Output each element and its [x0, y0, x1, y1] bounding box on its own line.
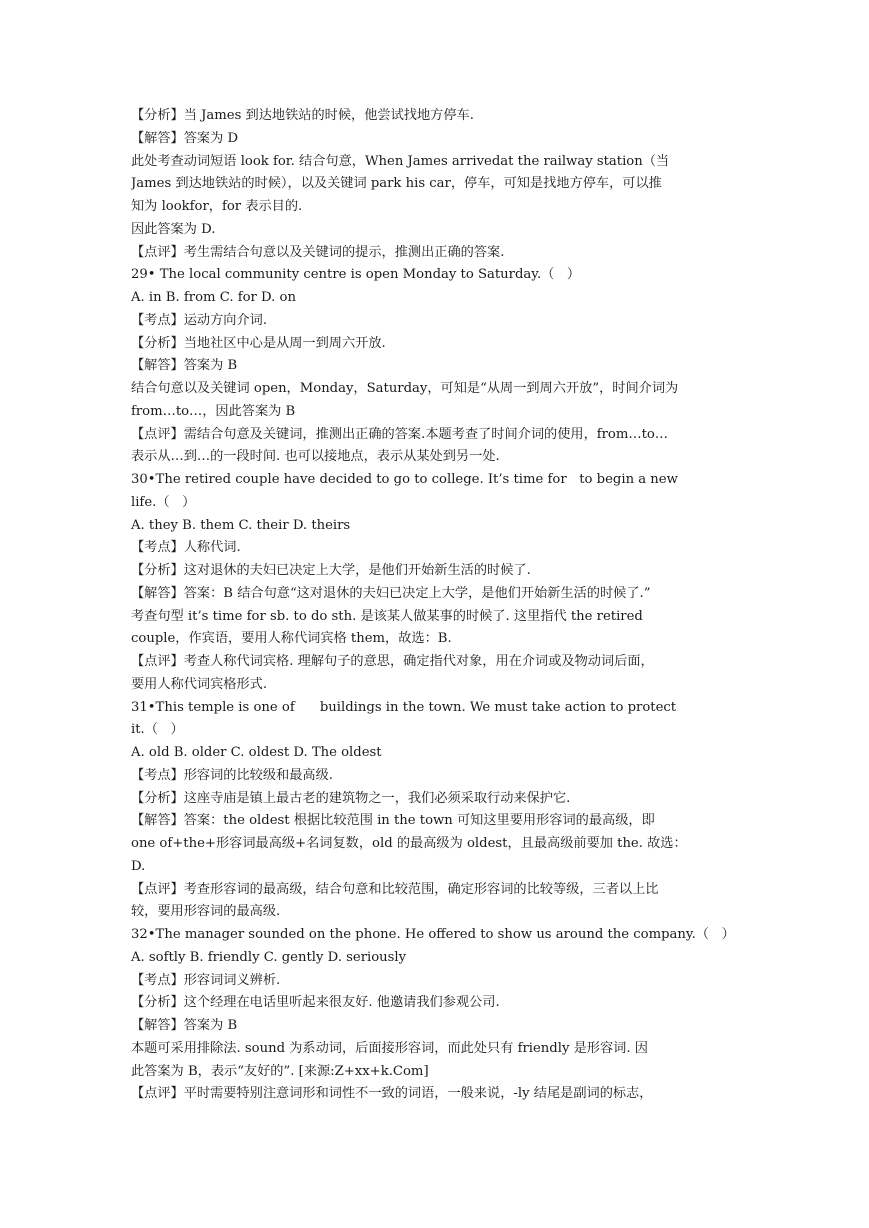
text-line: 【分析】当地社区中心是从周一到周六开放. — [131, 335, 386, 351]
text-line: 【解答】答案为 D — [131, 130, 239, 146]
text-line: 【点评】平时需要特别注意词形和词性不一致的词语，一般来说，-ly 结尾是副词的标志， — [131, 1086, 653, 1102]
text-line: A. they B. them C. their D. theirs — [131, 517, 351, 533]
text-line: 表示从…到…的一段时间. 也可以接地点，表示从某处到另一处. — [131, 449, 500, 465]
text-line: 此处考查动词短语 look for. 结合句意，When James arrivedat the railway station（当 — [131, 153, 670, 169]
text-line: 因此答案为 D. — [131, 221, 216, 237]
text-line: 考查句型 it’s time for sb. to do sth. 是该某人做某事的时候了. 这里指代 the retired — [131, 608, 643, 624]
text-line: 30•The retired couple have decided to go to college. It’s time for to begin a new — [131, 472, 678, 487]
text-line: 32•The manager sounded on the phone. He offered to show us around the company.（ ） — [131, 927, 735, 942]
text-line: from…to…，因此答案为 B — [131, 403, 296, 419]
text-line: James 到达地铁站的时候），以及关键词 park his car，停车，可知是找地方停车，可以推 — [131, 176, 662, 192]
text-line: 【分析】这对退休的夫妇已决定上大学，是他们开始新生活的时候了. — [131, 563, 531, 578]
text-line: 【点评】考查形容词的最高级，结合句意和比较范围，确定形容词的比较等级，三者以上比 — [131, 881, 659, 897]
text-line: A. softly B. friendly C. gently D. seriously — [131, 949, 407, 965]
text-line: 【解答】答案：B 结合句意“这对退休的夫妇已决定上大学，是他们开始新生活的时候了.” — [131, 585, 651, 601]
text-line: D. — [131, 858, 146, 874]
text-line: A. in B. from C. for D. on — [131, 290, 296, 305]
text-line: 结合句意以及关键词 open，Monday，Saturday，可知是“从周一到周六开放”，时间介词为 — [131, 381, 679, 396]
text-line: 【考点】人称代词. — [131, 540, 241, 556]
text-line: 本题可采用排除法. sound 为系动词，后面接形容词，而此处只有 friendly 是形容词. 因 — [131, 1040, 648, 1056]
text-line: A. old B. older C. oldest D. The oldest — [131, 745, 382, 760]
text-line: 【点评】需结合句意及关键词，推测出正确的答案.本题考查了时间介词的使用，from…to… — [131, 426, 668, 442]
text-line: one of+the+形容词最高级+名词复数，old 的最高级为 oldest，且最高级前要加 the. 故选： — [131, 836, 687, 851]
text-line: 【解答】答案：the oldest 根据比较范围 in the town 可知这里要用形容词的最高级，即 — [131, 813, 655, 829]
text-line: life.（ ） — [131, 494, 196, 510]
text-line: 较，要用形容词的最高级. — [131, 904, 281, 920]
text-line: 【解答】答案为 B — [131, 1018, 238, 1033]
text-line: 【点评】考查人称代词宾格. 理解句子的意思，确定指代对象，用在介词或及物动词后面， — [131, 654, 654, 669]
text-line: 31•This temple is one of buildings in the town. We must take action to protect — [131, 699, 677, 715]
text-line: 要用人称代词宾格形式. — [131, 676, 268, 692]
text-line: 【考点】运动方向介词. — [131, 312, 268, 328]
text-line: 知为 lookfor，for 表示目的. — [131, 199, 303, 214]
text-line: 【分析】这个经理在电话里听起来很友好. 他邀请我们参观公司. — [131, 995, 500, 1011]
text-line: 【点评】考生需结合句意以及关键词的提示，推测出正确的答案. — [131, 244, 505, 260]
text-line: it.（ ） — [131, 722, 184, 738]
text-line: 29• The local community centre is open Monday to Saturday.（ ） — [131, 267, 581, 283]
text-line: 【考点】形容词的比较级和最高级. — [131, 767, 334, 783]
text-line: couple，作宾语，要用人称代词宾格 them，故选：B. — [131, 631, 452, 647]
text-line: 【分析】这座寺庙是镇上最古老的建筑物之一，我们必须采取行动来保护它. — [131, 790, 571, 806]
text-line: 【考点】形容词词义辨析. — [131, 972, 281, 988]
document-body — [131, 105, 743, 1106]
text-line: 【分析】当 James 到达地铁站的时候，他尝试找地方停车. — [131, 108, 474, 123]
text-line: 【解答】答案为 B — [131, 358, 238, 374]
text-line: 此答案为 B，表示“友好的”. [来源:Z+xx+k.Com] — [131, 1063, 429, 1079]
